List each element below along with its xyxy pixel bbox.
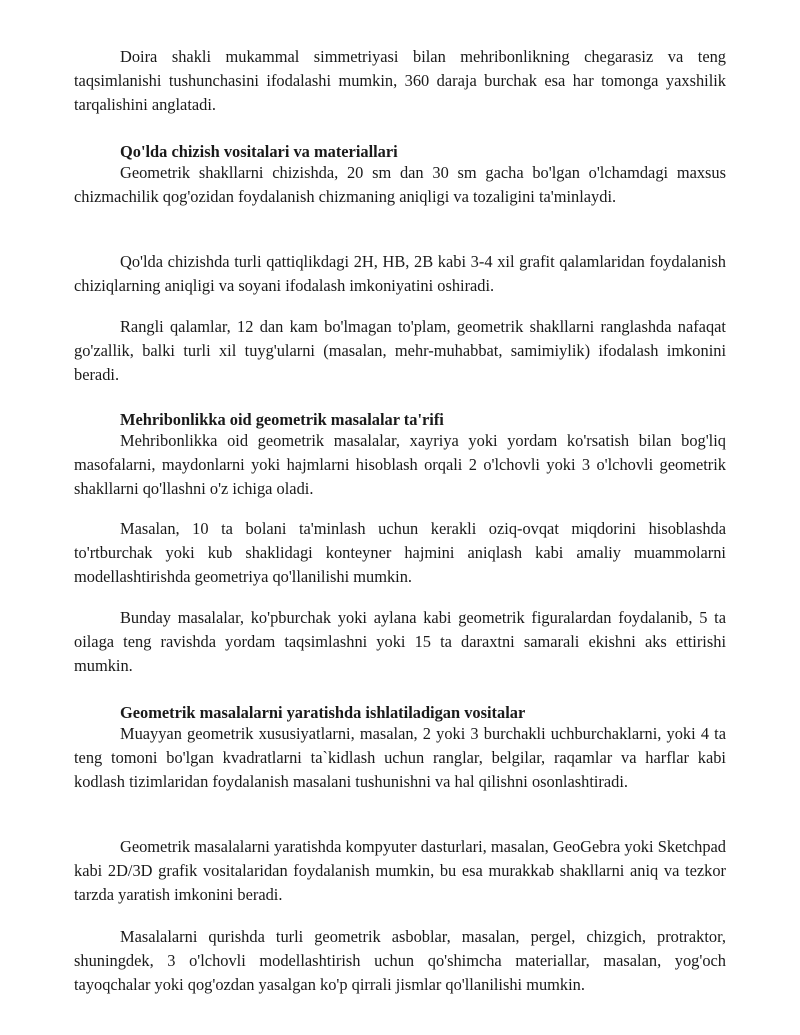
heading-problem-tools: Geometrik masalalarni yaratishda ishlatiladigan vositalar — [120, 703, 526, 722]
paragraph-geometric-instruments: Masalalarni qurishda turli geometrik asboblar, masalan, pergel, chizgich, protraktor, shuningdek, 3 o'lchovli modellashtirish uchun qo'shimcha materiallar, masalan, yog'och tayoqchalar yoki qog'ozdan yasalgan ko'p qirrali jismlar qo'llanilishi mumkin. — [74, 927, 726, 995]
paragraph-kindness-definition: Mehribonlikka oid geometrik masalalar, xayriya yoki yordam ko'rsatish bilan bog'liq masofalarni, maydonlarni yoki hajmlarni hisoblash orqali 2 o'lchovli yoki 3 o'lchovli geometrik shakllarni qo'llashni o'z ichiga oladi. — [74, 431, 726, 499]
paragraph-food-container-example: Masalan, 10 ta bolani ta'minlash uchun kerakli oziq-ovqat miqdorini hisoblashda to'rtburchak yoki kub shaklidagi konteyner hajmini aniqlash kabi amaliy muammolarni modellashtirishda geometriya qo'llanilishi mumkin. — [74, 519, 726, 587]
paragraph-circle-symmetry: Doira shakli mukammal simmetriyasi bilan mehribonlikning chegarasiz va teng taqsimlanishi tushunchasini ifodalashi mumkin, 360 daraja burchak esa har tomonga yaxshilik tarqalishini anglatadi. — [74, 47, 726, 115]
paragraph-colored-pencils: Rangli qalamlar, 12 dan kam bo'lmagan to'plam, geometrik shakllarni ranglashda nafaqat go'zallik, balki turli xil tuyg'ularni (masalan, mehr-muhabbat, samimiylik) ifodalash imkonini beradi. — [74, 317, 726, 385]
paragraph-polygon-circle-example: Bunday masalalar, ko'pburchak yoki aylana kabi geometrik figuralardan foydalanib, 5 ta oilaga teng ravishda yordam taqsimlashni yoki 15 ta daraxtni samarali ekishni aks ettirishi mumkin. — [74, 608, 726, 676]
paragraph-computer-software: Geometrik masalalarni yaratishda kompyuter dasturlari, masalan, GeoGebra yoki Sketchpad kabi 2D/3D grafik vositalaridan foydalanish mumkin, bu esa murakkab shakllarni aniq va tezkor tarzda yaratish imkonini beradi. — [74, 837, 726, 905]
paragraph-coding-systems: Muayyan geometrik xususiyatlarni, masalan, 2 yoki 3 burchakli uchburchaklarni, yoki 4 ta teng tomoni bo'lgan kvadratlarni ta`kidlash uchun ranglar, belgilar, raqamlar va harflar kabi kodlash tizimlaridan foydalanish masalani tushunishni va hal qilishni osonlashtiradi. — [74, 724, 726, 792]
paragraph-drawing-paper: Geometrik shakllarni chizishda, 20 sm dan 30 sm gacha bo'lgan o'lchamdagi maxsus chizmachilik qog'ozidan foydalanish chizmaning aniqligi va tozaligini ta'minlaydi. — [74, 163, 726, 207]
heading-kindness-problems: Mehribonlikka oid geometrik masalalar ta'rifi — [120, 410, 444, 429]
paragraph-graphite-pencils: Qo'lda chizishda turli qattiqlikdagi 2H, HB, 2B kabi 3-4 xil grafit qalamlaridan foydalanish chiziqlarning aniqligi va soyani ifodalash imkoniyatini oshiradi. — [74, 252, 726, 296]
heading-drawing-tools: Qo'lda chizish vositalari va materiallari — [120, 142, 398, 161]
